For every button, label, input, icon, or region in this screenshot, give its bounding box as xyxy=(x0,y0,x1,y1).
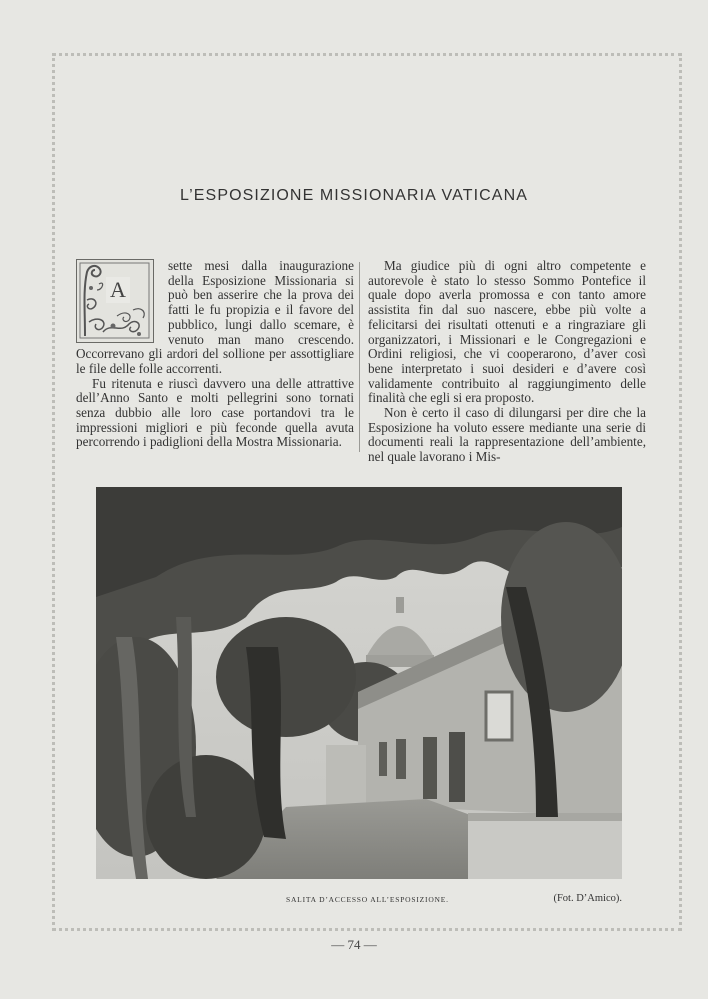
article-title: L’ESPOSIZIONE MISSIONARIA VATICANA xyxy=(180,187,528,204)
column-divider xyxy=(359,262,360,452)
landscape-photo-image xyxy=(96,487,622,879)
photograph xyxy=(96,487,622,879)
paragraph: Ma giudice più di ogni altro competente e autorevole è stato lo stesso Sommo Pontefice il quale dopo averla promossa e con tanto amore assistita fin dal suo nascere, ebbe più volte a felicitarsi dei risultati ottenuti e a ringraziare gli organizzatori, i Missionari e le Congregazioni e Ordini religiosi, che vi cooperarono, d’aver così bene interpretato i suoi desideri e d’avere così validamente contribuito al raggiungimento delle finalità che egli si era proposto. xyxy=(368,258,646,406)
paragraph: sette mesi dalla inaugurazione della Esposizione Missionaria si può ben asserire che la prova dei fatti le fu propizia e il favore del pubblico, lungi dallo scemare, è venuto man mano crescendo. Occorrevano gli ardori del sollione per assottigliare le file delle folle accorrenti. xyxy=(76,258,354,376)
page-number: — 74 — xyxy=(331,937,377,952)
photo-caption: SALITA D’ACCESSO ALL’ESPOSIZIONE. xyxy=(286,895,449,904)
drop-cap-letter: A xyxy=(106,277,130,303)
drop-cap xyxy=(76,259,154,343)
photo-credit: (Fot. D’Amico). xyxy=(553,893,622,904)
left-column xyxy=(76,259,354,450)
right-column xyxy=(368,259,646,465)
paragraph: Non è certo il caso di dilungarsi per dire che la Esposizione ha voluto essere mediante una serie di documenti reali la rappresentazione dell’ambiente, nel quale lavorano i Mis- xyxy=(368,405,646,465)
paragraph: Fu ritenuta e riuscì davvero una delle attrattive dell’Anno Santo e molti pellegrini sono tornati senza dubbio alle loro case portandovi tra le impressioni migliori e più feconde quella avuta percorrendo i padiglioni della Mostra Missionaria. xyxy=(76,375,354,450)
